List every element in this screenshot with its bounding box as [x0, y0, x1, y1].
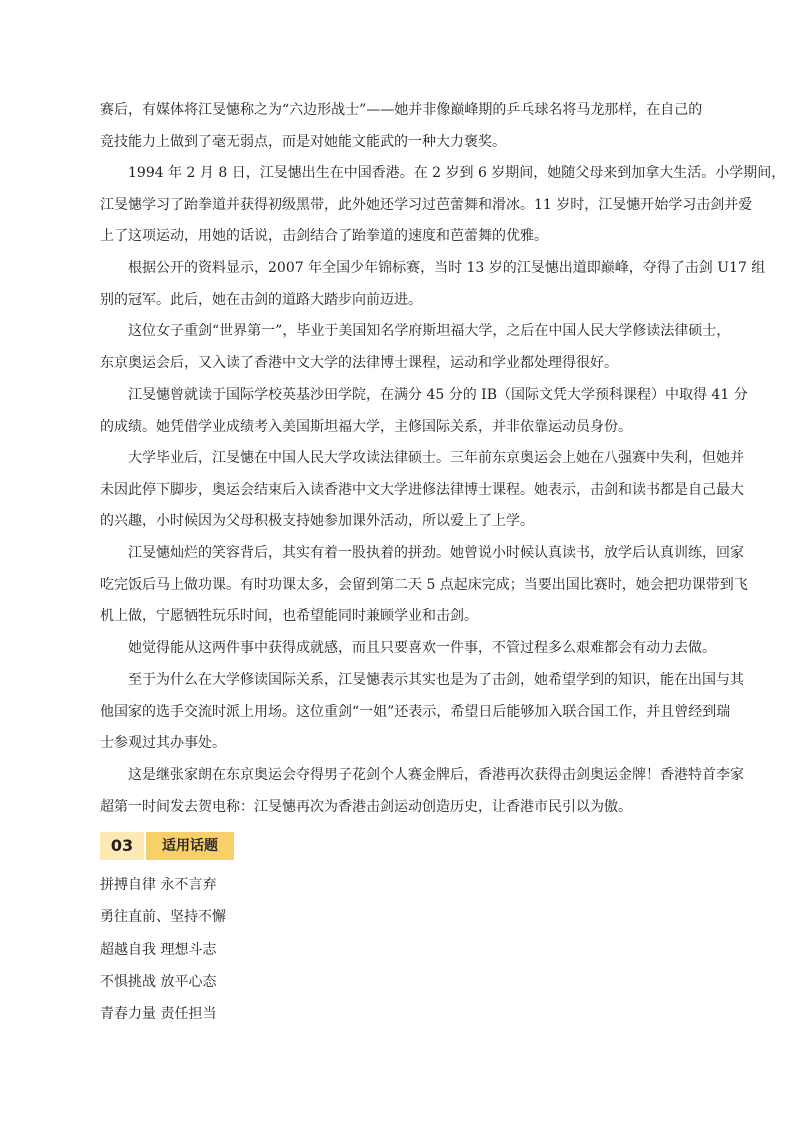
paragraph-line: 赛后，有媒体将江旻憓称之为“六边形战士”——她并非像巅峰期的乒乓球名将马龙那样，在自己的: [100, 102, 703, 118]
paragraph-line: 至于为什么在大学修读国际关系，江旻憓表示其实也是为了击剑，她希望学到的知识，能在出国与其: [100, 672, 744, 688]
paragraph-line: 机上做，宁愿牺牲玩乐时间，也希望能同时兼顾学业和击剑。: [100, 608, 478, 625]
paragraph-line: 竞技能力上做到了毫无弱点，而是对她能文能武的一种大力褒奖。: [100, 133, 506, 150]
paragraph-line: 上了这项运动，用她的话说，击剑结合了跆拳道的速度和芭蕾舞的优雅。: [100, 228, 548, 245]
paragraph-7: [100, 538, 748, 633]
paragraph-line: 江旻憓曾就读于国际学校英基沙田学院，在满分 45 分的 IB（国际文凭大学预科课程）中取得 41 分: [100, 387, 748, 403]
paragraph-line: 别的冠军。此后，她在击剑的道路大踏步向前迈进。: [100, 291, 422, 308]
paragraph-line: 的兴趣，小时候因为父母积极支持她参加课外活动，所以爱上了上学。: [100, 513, 534, 530]
topic-item: 超越自我 理想斗志: [100, 942, 217, 958]
paragraph-line: 超第一时间发去贺电称：江旻憓再次为香港击剑运动创造历史，让香港市民引以为傲。: [100, 798, 632, 815]
paragraph-line: 吃完饭后马上做功课。有时功课太多，会留到第二天 5 点起床完成；当要出国比赛时，她会把功课带到飞: [100, 576, 748, 593]
paragraph-line: 士参观过其办事处。: [100, 735, 226, 752]
paragraph-line: 这位女子重剑“世界第一”，毕业于美国知名学府斯坦福大学，之后在中国人民大学修读法律硕士，: [100, 323, 731, 339]
paragraph-10: [100, 760, 744, 823]
topic-item: 青春力量 责任担当: [100, 1006, 217, 1022]
paragraph-3: [100, 253, 766, 316]
paragraph-4: [100, 316, 731, 379]
paragraph-5: [100, 380, 748, 443]
paragraph-8: [100, 633, 720, 665]
paragraph-1: [100, 95, 720, 158]
paragraph-line: 根据公开的资料显示，2007 年全国少年锦标赛，当时 13 岁的江旻憓出道即巅峰，夺得了击剑 U17 组: [100, 260, 766, 276]
paragraph-9: [100, 665, 744, 760]
paragraph-line: 的成绩。她凭借学业成绩考入美国斯坦福大学，主修国际关系，并非依靠运动员身份。: [100, 418, 632, 435]
paragraph-line: 东京奥运会后，又入读了香港中文大学的法律博士课程，运动和学业都处理得很好。: [100, 354, 618, 371]
paragraph-line: 1994 年 2 月 8 日，江旻憓出生在中国香港。在 2 岁到 6 岁期间，她随父母来到加拿大生活。小学期间，: [100, 165, 786, 181]
paragraph-6: [100, 443, 744, 538]
topic-item: 勇往直前、坚持不懈: [100, 909, 226, 925]
section-number: 03: [100, 832, 144, 860]
paragraph-line: 江旻憓灿烂的笑容背后，其实有着一股执着的拼劲。她曾说小时候认真读书，放学后认真训练，回家: [100, 545, 744, 561]
paragraph-line: 大学毕业后，江旻憓在中国人民大学攻读法律硕士。三年前东京奥运会上她在八强赛中失利，但她并: [100, 450, 744, 466]
topic-item: 拼搏自律 永不言弃: [100, 877, 217, 893]
section-heading: [100, 832, 234, 860]
paragraph-line: 未因此停下脚步，奥运会结束后入读香港中文大学进修法律博士课程。她表示，击剑和读书都是自己最大: [100, 481, 744, 498]
paragraph-line: 这是继张家朗在东京奥运会夺得男子花剑个人赛金牌后，香港再次获得击剑奥运金牌！香港特首李家: [100, 767, 744, 783]
section-title: 适用话题: [146, 832, 234, 860]
paragraph-2: [100, 158, 786, 253]
paragraph-line: 她觉得能从这两件事中获得成就感，而且只要喜欢一件事，不管过程多么艰难都会有动力去做。: [100, 640, 716, 656]
paragraph-line: 他国家的选手交流时派上用场。这位重剑“一姐”还表示，希望日后能够加入联合国工作，并且曾经到瑞: [100, 703, 731, 720]
paragraph-line: 江旻憓学习了跆拳道并获得初级黑带，此外她还学习过芭蕾舞和滑冰。11 岁时，江旻憓开始学习击剑并爱: [100, 196, 753, 213]
topic-item: 不惧挑战 放平心态: [100, 974, 217, 990]
